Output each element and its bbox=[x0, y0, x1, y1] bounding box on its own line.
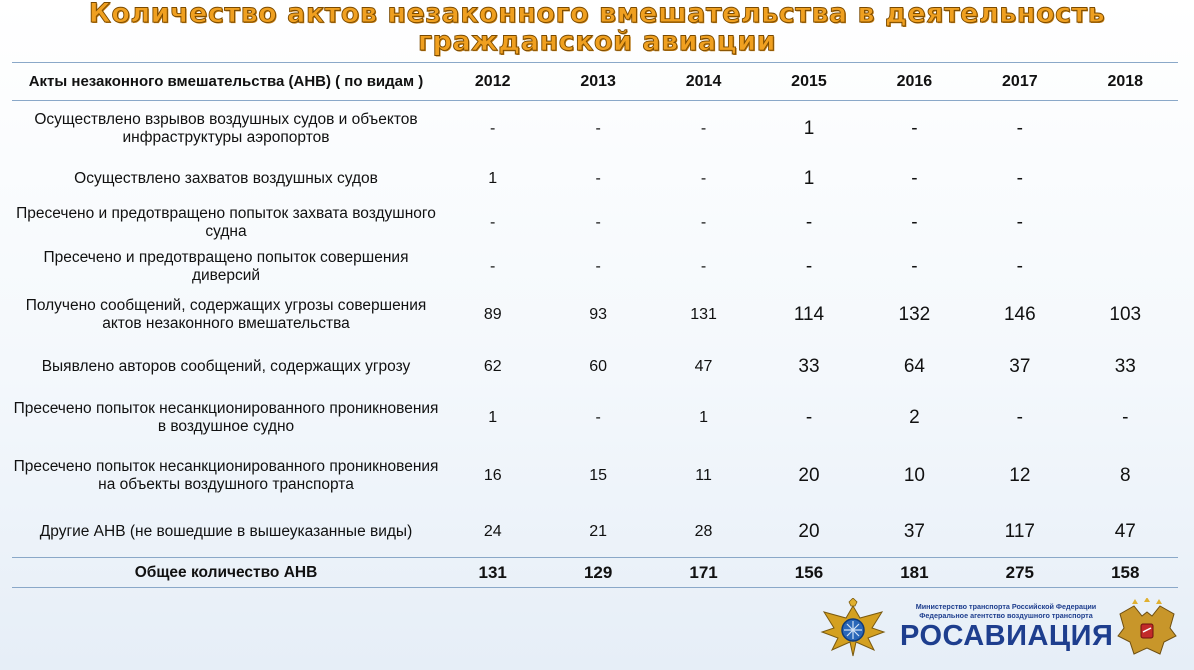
row-label: Получено сообщений, содержащих угрозы совершения актов незаконного вмешательства bbox=[25, 297, 427, 332]
year-header: 2016 bbox=[862, 63, 967, 101]
cell: - bbox=[700, 119, 707, 137]
year-header: 2015 bbox=[756, 63, 861, 101]
row-label: Пресечено попыток несанкционированного проникновения на объекты воздушного транспорта bbox=[13, 457, 439, 493]
cell: 47 bbox=[1114, 521, 1136, 543]
total-cell: 131 bbox=[440, 558, 545, 588]
year-header: 2017 bbox=[967, 63, 1072, 101]
row-label: Пресечено и предотвращено попыток захвата воздушного судна bbox=[16, 204, 436, 240]
total-cell: 171 bbox=[651, 558, 756, 588]
year-header: 2013 bbox=[545, 63, 650, 101]
cell: 146 bbox=[1003, 304, 1036, 325]
cell: - bbox=[805, 255, 813, 277]
cell: - bbox=[595, 119, 601, 137]
total-cell: 156 bbox=[756, 558, 861, 588]
table-row bbox=[12, 289, 1178, 342]
cell: 20 bbox=[798, 464, 820, 486]
header-label: Акты незаконного вмешательства (АНВ) ( по видам ) bbox=[12, 63, 440, 101]
cell: 89 bbox=[483, 306, 502, 323]
cell: - bbox=[1016, 406, 1023, 428]
row-label: Выявлено авторов сообщений, содержащих угрозу bbox=[41, 357, 411, 375]
cell: - bbox=[911, 117, 918, 139]
cell: 12 bbox=[1009, 464, 1031, 486]
cell: - bbox=[805, 211, 813, 233]
cell: - bbox=[911, 211, 918, 233]
total-cell: 158 bbox=[1073, 558, 1178, 588]
cell: 10 bbox=[903, 464, 925, 486]
total-row bbox=[12, 558, 1178, 588]
cell: 1 bbox=[488, 408, 498, 426]
cell: 37 bbox=[903, 521, 925, 543]
cell: - bbox=[805, 406, 813, 428]
cell: - bbox=[490, 257, 496, 275]
cell: 47 bbox=[694, 357, 713, 375]
cell: 131 bbox=[690, 306, 717, 323]
total-cell: 129 bbox=[545, 558, 650, 588]
cell: - bbox=[1016, 255, 1023, 277]
cell bbox=[1073, 201, 1178, 245]
cell: 114 bbox=[793, 304, 825, 325]
cell: - bbox=[1016, 117, 1023, 139]
table-row bbox=[12, 201, 1178, 245]
cell: - bbox=[1122, 406, 1129, 428]
cell: 33 bbox=[798, 355, 820, 377]
cell: 20 bbox=[798, 521, 820, 543]
table-row bbox=[12, 342, 1178, 392]
row-label: Пресечено попыток несанкционированного проникновения в воздушное судно bbox=[13, 399, 439, 435]
cell bbox=[1073, 101, 1178, 157]
cell: 1 bbox=[699, 408, 708, 426]
cell: - bbox=[490, 213, 496, 231]
double-headed-eagle-icon bbox=[1116, 598, 1178, 660]
cell: 117 bbox=[1004, 521, 1035, 543]
row-label: Другие АНВ (не вошедшие в вышеуказанные виды) bbox=[39, 523, 413, 541]
cell: 21 bbox=[589, 523, 608, 541]
cell: 37 bbox=[1009, 355, 1031, 377]
cell: 11 bbox=[695, 466, 712, 484]
cell: 93 bbox=[589, 306, 608, 323]
year-header: 2014 bbox=[651, 63, 756, 101]
table-row bbox=[12, 101, 1178, 157]
table-row bbox=[12, 392, 1178, 444]
ministry-name bbox=[900, 602, 1112, 620]
cell: 15 bbox=[589, 466, 608, 484]
total-label: Общее количество АНВ bbox=[12, 558, 440, 588]
cell: 24 bbox=[483, 523, 502, 541]
year-header: 2012 bbox=[440, 63, 545, 101]
cell: - bbox=[1016, 211, 1023, 233]
cell: - bbox=[700, 213, 707, 231]
table-row bbox=[12, 444, 1178, 508]
row-label: Осуществлено захватов воздушных судов bbox=[74, 169, 378, 187]
cell: - bbox=[595, 257, 601, 275]
row-label: Пресечено и предотвращено попыток совершения диверсий bbox=[43, 248, 409, 284]
cell bbox=[1073, 157, 1178, 201]
cell: 1 bbox=[803, 167, 815, 189]
cell: 1 bbox=[488, 169, 498, 187]
ministry-line-2: Федеральное агентство воздушного транспорта bbox=[919, 611, 1093, 620]
cell: - bbox=[595, 408, 601, 426]
cell: 1 bbox=[803, 117, 815, 139]
year-header: 2018 bbox=[1073, 63, 1178, 101]
cell: 16 bbox=[483, 466, 502, 484]
cell: 33 bbox=[1114, 355, 1136, 377]
ministry-line-1: Министерство транспорта Российской Федерации bbox=[915, 602, 1097, 611]
cell: - bbox=[595, 169, 601, 187]
cell: 64 bbox=[903, 355, 925, 377]
page-title-line-1: Количество актов незаконного вмешательства в деятельность bbox=[88, 0, 1106, 29]
cell: - bbox=[490, 119, 496, 137]
cell: - bbox=[700, 169, 707, 187]
winged-emblem-icon bbox=[820, 598, 886, 660]
cell: 2 bbox=[909, 406, 920, 428]
total-cell: 181 bbox=[862, 558, 967, 588]
cell bbox=[1073, 245, 1178, 289]
page-title-line-2: гражданской авиации bbox=[417, 26, 777, 57]
cell: 103 bbox=[1109, 304, 1142, 325]
table-header-row bbox=[12, 63, 1178, 101]
anv-statistics-table bbox=[12, 62, 1178, 588]
cell: - bbox=[1016, 167, 1023, 189]
cell: 8 bbox=[1119, 464, 1131, 486]
rosaviatsia-logo bbox=[820, 598, 1180, 662]
cell: - bbox=[911, 255, 918, 277]
cell: 28 bbox=[694, 523, 713, 541]
cell: 60 bbox=[589, 357, 608, 375]
cell: 62 bbox=[483, 357, 502, 375]
table-row bbox=[12, 508, 1178, 558]
table-row bbox=[12, 245, 1178, 289]
brand-name: РОСАВИАЦИЯ bbox=[900, 620, 1114, 652]
row-label: Осуществлено взрывов воздушных судов и объектов инфраструктуры аэропортов bbox=[34, 110, 418, 146]
cell: - bbox=[911, 167, 918, 189]
cell: - bbox=[595, 213, 601, 231]
table-row bbox=[12, 157, 1178, 201]
cell: - bbox=[700, 257, 707, 275]
cell: 132 bbox=[898, 304, 931, 325]
total-cell: 275 bbox=[967, 558, 1072, 588]
